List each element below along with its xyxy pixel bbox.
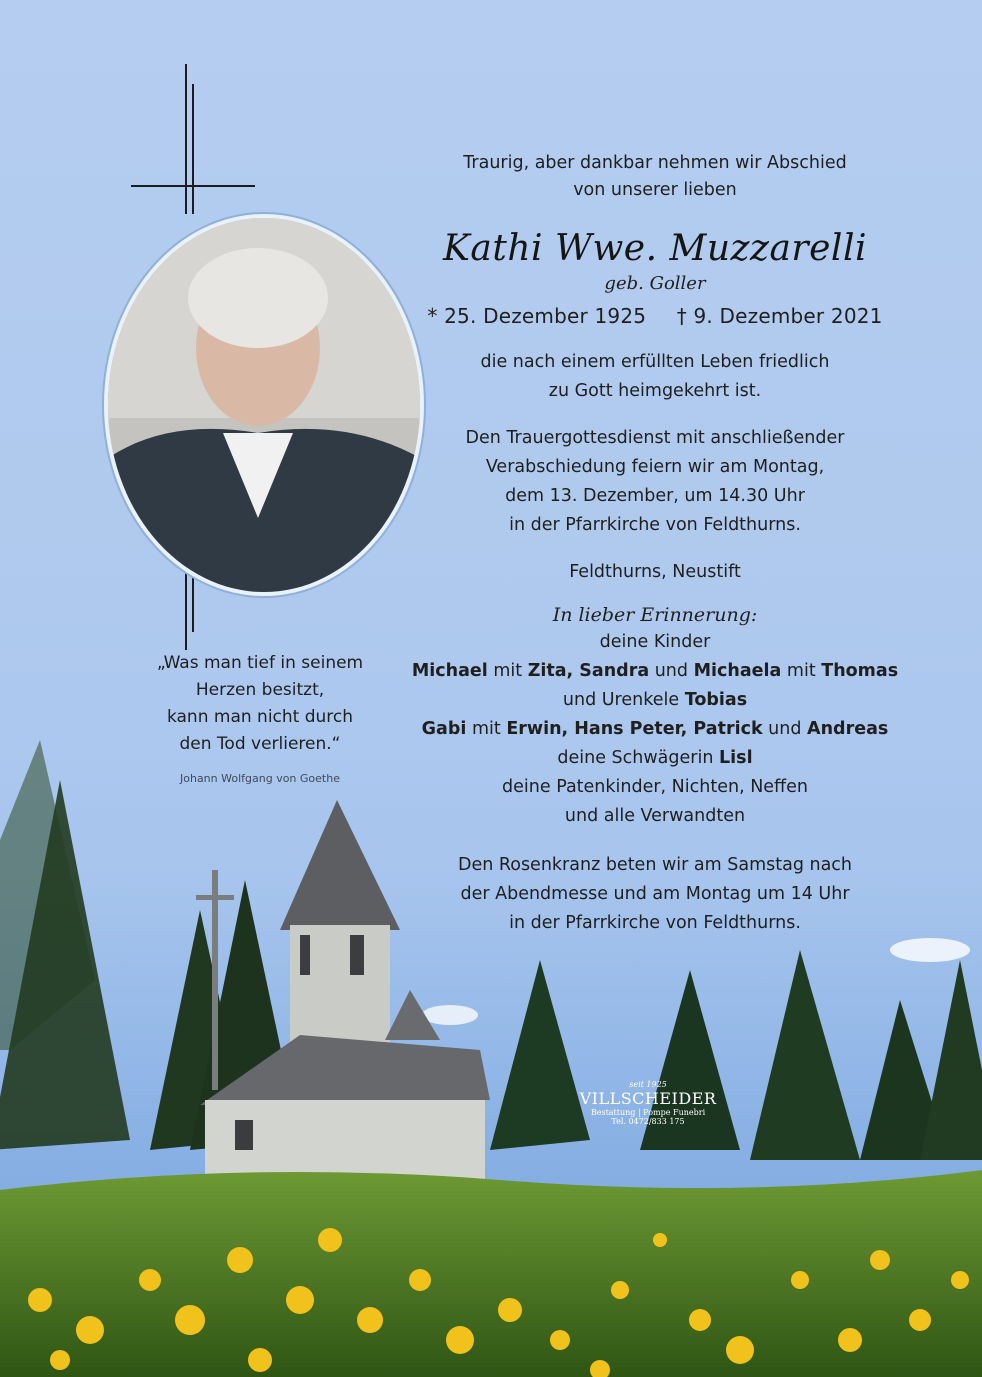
maiden-name: geb. Goller [604, 273, 706, 294]
family-name: Thomas [821, 661, 899, 681]
passage-line: die nach einem erfüllten Leben friedlich [480, 352, 830, 372]
family-name: Erwin, Hans Peter, Patrick [506, 719, 763, 739]
family-name: Lisl [719, 748, 753, 768]
cross-vertical-line [185, 562, 187, 650]
family-row: deine Patenkinder, Nichten, Neffen [502, 777, 808, 797]
passage-text [405, 348, 905, 406]
deceased-name: Kathi Wwe. Muzzarelli [443, 228, 867, 269]
family-list [405, 628, 905, 831]
service-line: Verabschiedung feiern wir am Montag, [485, 457, 825, 477]
place-text: Feldthurns, Neustift [569, 562, 741, 582]
family-name: Andreas [807, 719, 889, 739]
family-conj: und [654, 661, 689, 681]
quote-line: kann man nicht durch [166, 707, 354, 727]
cross-vertical-line [185, 64, 187, 214]
service-line: in der Pfarrkirche von Feldthurns. [509, 515, 801, 535]
logo-phone: Tel. 0472/833 175 [611, 1117, 685, 1126]
rosary-text [405, 851, 905, 938]
logo-since: seit 1925 [629, 1080, 667, 1089]
death-date: † 9. Dezember 2021 [676, 304, 883, 328]
family-name: Zita, Sandra [527, 661, 650, 681]
family-row [405, 657, 905, 686]
service-line: dem 13. Dezember, um 14.30 Uhr [505, 486, 805, 506]
cross-horizontal-line [131, 185, 255, 187]
life-dates [405, 304, 905, 328]
rosary-line: Den Rosenkranz beten wir am Samstag nach [457, 855, 853, 875]
family-name: Michael [411, 661, 488, 681]
family-conj: mit [786, 661, 816, 681]
intro-text [405, 150, 905, 204]
birth-date: * 25. Dezember 1925 [427, 304, 647, 328]
family-name: Tobias [684, 690, 748, 710]
family-row [405, 686, 905, 715]
service-line: Den Trauergottesdienst mit anschließender [465, 428, 845, 448]
quote-line: „Was man tief in seinem [156, 653, 364, 673]
family-row [405, 715, 905, 744]
portrait-photo [104, 214, 424, 596]
family-conj: mit [471, 719, 501, 739]
logo-brand: VILLSCHEIDER [579, 1089, 717, 1108]
undertaker-logo [578, 1080, 718, 1126]
rosary-line: in der Pfarrkirche von Feldthurns. [509, 913, 801, 933]
family-row [405, 744, 905, 773]
family-name: Michaela [693, 661, 782, 681]
quote-line: den Tod verlieren.“ [179, 734, 341, 754]
family-conj: deine Schwägerin [557, 748, 714, 768]
family-row: und alle Verwandten [564, 806, 746, 826]
family-name: Gabi [421, 719, 467, 739]
passage-line: zu Gott heimgekehrt ist. [548, 381, 762, 401]
family-conj: mit [493, 661, 523, 681]
cross-vertical-line [192, 84, 194, 214]
obituary-text [405, 150, 905, 938]
quote-line: Herzen besitzt, [195, 680, 325, 700]
family-conj: und Urenkele [562, 690, 680, 710]
logo-subtitle: Bestattung | Pompe Funebri [590, 1108, 706, 1117]
quote-author: Johann Wolfgang von Goethe [180, 772, 340, 785]
intro-line: von unserer lieben [573, 180, 737, 200]
service-text [405, 424, 905, 540]
kinder-label: deine Kinder [599, 632, 711, 652]
intro-line: Traurig, aber dankbar nehmen wir Abschied [463, 153, 847, 173]
rosary-line: der Abendmesse und am Montag um 14 Uhr [460, 884, 850, 904]
family-conj: und [768, 719, 802, 739]
memory-title: In lieber Erinnerung: [552, 604, 758, 626]
goethe-quote [130, 650, 390, 758]
